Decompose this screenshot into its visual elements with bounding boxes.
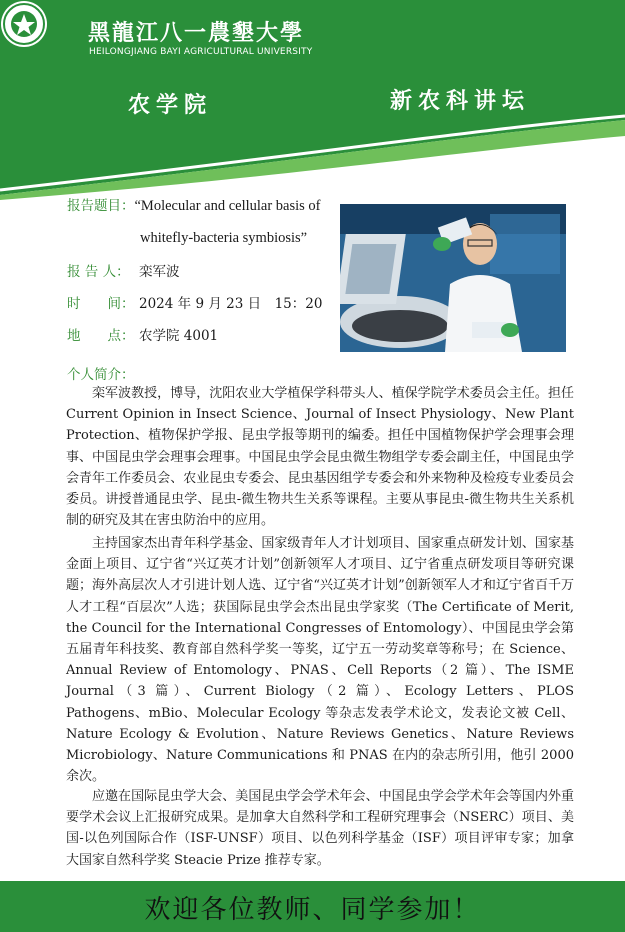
time-row — [67, 294, 337, 314]
speaker-row — [67, 262, 337, 282]
time-label: 时 间： — [67, 296, 135, 312]
welcome-text: 欢迎各位教师、同学参加！ — [144, 895, 481, 925]
talk-title-row — [67, 196, 337, 216]
talk-title-line2: whitefly-bacteria symbiosis” — [140, 230, 308, 246]
footer-banner — [0, 881, 625, 932]
university-logo-icon — [0, 0, 48, 48]
place-row — [67, 326, 337, 346]
talk-title-label: 报告题目： — [67, 198, 135, 214]
profile-paragraph-1: 栾军波教授，博导，沈阳农业大学植保学科带头人、植保学院学术委员会主任。担任 Current Opinion in Insect Science、Journal of Insect Physiology、New Plant Protection、植物保护学报、昆虫学报等期刊的编委。担任中国植物保护学会理事会理事、中国昆虫学会理事会理事。中国昆虫学会昆虫微生物组学专委会副主任，中国昆虫学会青年工作委员会、农业昆虫专委会、昆虫基因组学专委会和外来物种及检疫专业委员会委员。讲授普通昆虫学、昆虫-微生物共生关系等课程。主要从事昆虫-微生物共生关系机制的研究及其在害虫防治中的应用。 — [66, 386, 574, 529]
forum-name: 新农科讲坛 — [390, 88, 531, 114]
speaker-name: 栾军波 — [139, 264, 180, 280]
header-banner — [0, 0, 625, 200]
speaker-photo — [340, 204, 566, 352]
time-value: 2024 年 9 月 23 日 15：20 — [139, 296, 323, 312]
place-value: 农学院 4001 — [139, 328, 219, 344]
profile-paragraph-3: 应邀在国际昆虫学大会、美国昆虫学会学术年会、中国昆虫学会学术年会等国内外重要学术会议上汇报研究成果。是加拿大自然科学和工程研究理事会（NSERC）项目、美国-以色列国际合作（ISF-UNSF）项目、以色列科学基金（ISF）项目评审专家；加拿大国家自然科学奖 Steacie Prize 推荐专家。 — [66, 789, 574, 868]
university-name-en: HEILONGJIANG BAYI AGRICULTURAL UNIVERSITY — [89, 47, 313, 57]
lab-photo-illustration — [340, 204, 566, 352]
profile-paragraph-2: 主持国家杰出青年科学基金、国家级青年人才计划项目、国家重点研发计划、国家基金面上项目、辽宁省“兴辽英才计划”创新领军人才项目、辽宁省重点研发项目等研究课题；海外高层次人才引进计划人选、辽宁省“兴辽英才计划”创新领军人才和辽宁省百千万人才工程“百层次”人选；获国际昆虫学会杰出昆虫学家奖（The Certificate of Merit, the Council for the International Congresses of Entomology）、中国昆虫学会第五届青年科技奖、教育部自然科学奖一等奖，辽宁五一劳动奖章等称号；在 Science、Annual Review of Entomology、PNAS、Cell Reports（2 篇）、The ISME Journal（3 篇）、Current Biology（2 篇）、Ecology Letters、PLOS Pathogens、mBio、Molecular Ecology 等杂志发表学术论文，发表论文被 Cell、Nature Ecology & Evolution、Nature Reviews Genetics、Nature Reviews Microbiology、Nature Communications 和 PNAS 在内的杂志所引用，他引 2000 余次。 — [66, 536, 574, 785]
talk-title-line1: “Molecular and cellular basis of — [134, 198, 321, 214]
university-name-cn: 黑龍江八一農墾大學 — [88, 20, 305, 46]
place-label: 地 点： — [67, 328, 135, 344]
college-name: 农学院 — [128, 92, 213, 118]
speaker-label: 报 告 人： — [67, 264, 130, 280]
profile-label: 个人简介： — [67, 367, 135, 383]
